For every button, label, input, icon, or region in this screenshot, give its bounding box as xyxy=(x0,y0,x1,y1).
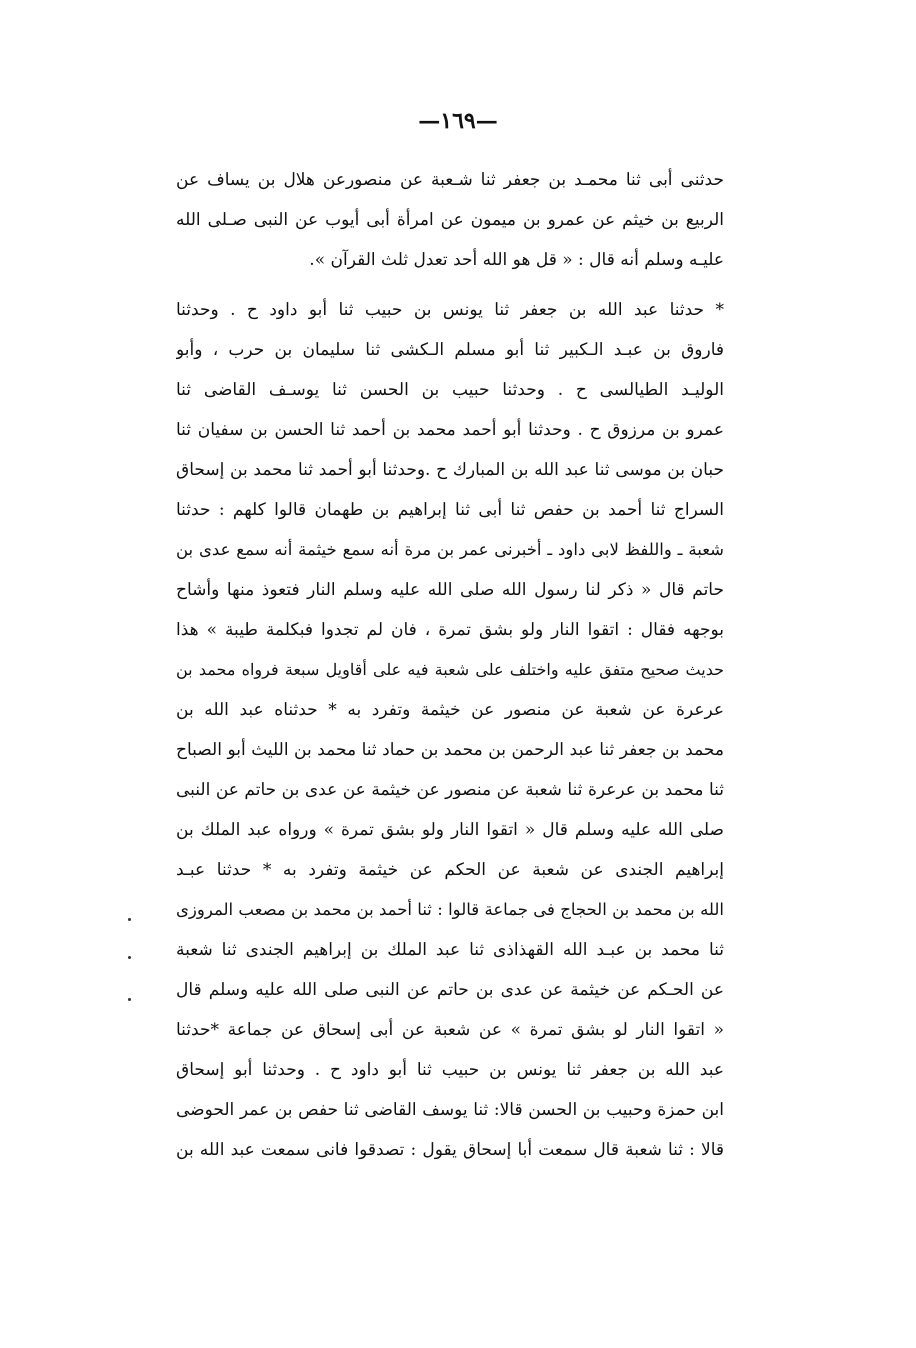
margin-specks xyxy=(128,918,132,1038)
text-line: السراج ثنا أحمد بن حفص ثنا أبى ثنا إبراهيم بن طهمان قالوا كلهم : حدثنا xyxy=(176,500,724,520)
text-line: عليـه وسلم أنه قال : « قل هو الله أحد تعدل ثلث القرآن ». xyxy=(309,250,724,270)
margin-speck xyxy=(128,956,131,959)
page-body xyxy=(176,160,724,1170)
text-line: الربيع بن خيثم عن عمرو بن ميمون عن امرأة أبى أيوب عن النبى صـلى الله xyxy=(176,210,724,230)
page-number: —١٦٩— xyxy=(418,108,498,134)
text-line: محمد بن جعفر ثنا عبد الرحمن بن محمد بن حماد ثنا محمد بن الليث أبو الصباح xyxy=(176,740,724,760)
text-line: بوجهه فقال : اتقوا النار ولو بشق تمرة ، فان لم تجدوا فبكلمة طيبة » هذا xyxy=(176,620,724,640)
paragraph xyxy=(176,290,724,1170)
text-line: ثنا محمد بن عبـد الله القهذاذى ثنا عبد الملك بن إبراهيم الجندى ثنا شعبة xyxy=(176,940,724,960)
text-line: الوليـد الطيالسى ح . وحدثنا حبيب بن الحسن ثنا يوسـف القاضى ثنا xyxy=(176,380,724,400)
margin-speck xyxy=(128,998,131,1001)
margin-speck xyxy=(128,918,131,921)
text-line: ابن حمزة وحبيب بن الحسن قالا: ثنا يوسف القاضى ثنا حفص بن عمر الحوضى xyxy=(176,1100,724,1120)
text-line: عرعرة عن شعبة عن منصور عن خيثمة وتفرد به * حدثناه عبد الله بن xyxy=(176,700,724,720)
text-line: الله بن محمد بن الحجاج فى جماعة قالوا : ثنا أحمد بن محمد بن مصعب المروزى xyxy=(176,900,724,919)
text-line: عن الحـكم عن خيثمة عن عدى بن حاتم عن النبى صلى الله عليه وسلم قال xyxy=(176,980,724,1000)
text-line: ثنا محمد بن عرعرة ثنا شعبة عن منصور عن خيثمة عن عدى بن حاتم عن النبى xyxy=(176,780,724,800)
text-line: إبراهيم الجندى عن شعبة عن الحكم عن خيثمة وتفرد به * حدثنا عبـد xyxy=(176,860,724,880)
text-line: * حدثنا عبد الله بن جعفر ثنا يونس بن حبيب ثنا أبو داود ح . وحدثنا xyxy=(176,300,724,320)
paragraph-gap xyxy=(176,280,724,290)
text-line: فاروق بن عبـد الـكبير ثنا أبو مسلم الـكشى ثنا سليمان بن حرب ، وأبو xyxy=(176,340,724,360)
text-line: عبد الله بن جعفر ثنا يونس بن حبيب ثنا أبو داود ح . وحدثنا أبو إسحاق xyxy=(176,1060,724,1080)
text-line: قالا : ثنا شعبة قال سمعت أبا إسحاق يقول : تصدقوا فانى سمعت عبد الله بن xyxy=(176,1140,724,1160)
text-line: حاتم قال « ذكر لنا رسول الله صلى الله عليه وسلم النار فتعوذ منها وأشاح xyxy=(176,580,724,600)
text-line: حدثنى أبى ثنا محمـد بن جعفر ثنا شـعبة عن منصورعن هلال بن يساف عن xyxy=(176,170,724,190)
text-line: شعبة ـ واللفظ لابى داود ـ أخبرنى عمر بن مرة أنه سمع خيثمة أنه سمع عدى بن xyxy=(176,540,724,559)
text-line: حديث صحيح متفق عليه واختلف على شعبة فيه على أقاويل سبعة فرواه محمد بن xyxy=(176,660,724,679)
text-line: « اتقوا النار لو بشق تمرة » عن شعبة عن أبى إسحاق عن جماعة *حدثنا xyxy=(176,1020,724,1040)
paragraph xyxy=(176,160,724,280)
text-line: حبان بن موسى ثنا عبد الله بن المبارك ح .وحدثنا أبو أحمد ثنا محمد بن إسحاق xyxy=(176,460,724,480)
text-line: صلى الله عليه وسلم قال « اتقوا النار ولو بشق تمرة » ورواه عبد الملك بن xyxy=(176,820,724,840)
text-line: عمرو بن مرزوق ح . وحدثنا أبو أحمد محمد بن أحمد ثنا الحسن بن سفيان ثنا xyxy=(176,420,724,440)
